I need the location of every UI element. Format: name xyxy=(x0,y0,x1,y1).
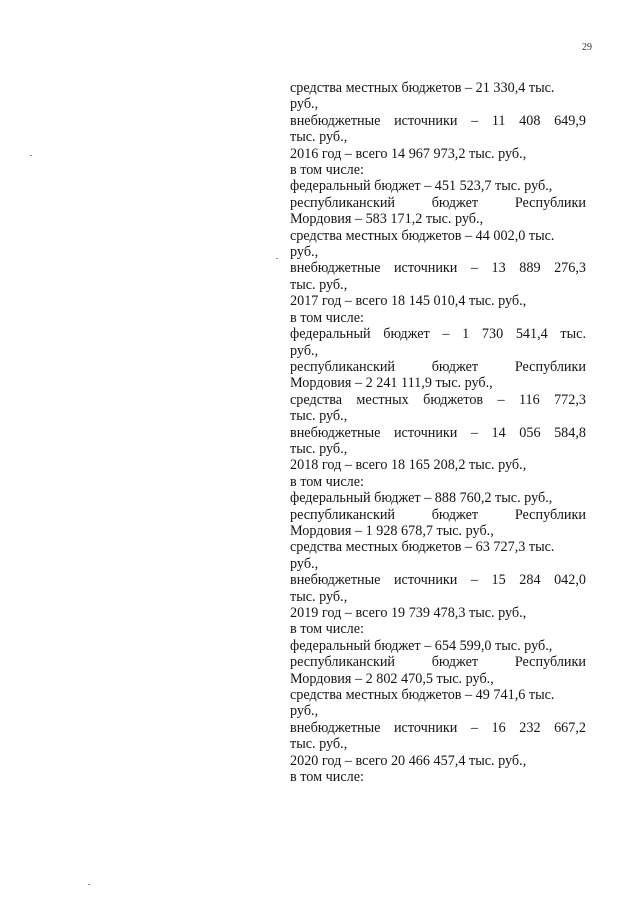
text-line: тыс. руб., xyxy=(290,408,348,425)
text-line: Мордовия – 2 241 111,9 тыс. руб., xyxy=(290,375,493,392)
text-line: средства местных бюджетов – 21 330,4 тыс. xyxy=(290,80,555,96)
scan-artifact xyxy=(88,884,90,885)
text-line: руб., xyxy=(290,555,319,572)
text-line: 2017 год – всего 18 145 010,4 тыс. руб., xyxy=(290,293,527,310)
text-line: республиканский бюджет Республики xyxy=(290,506,586,523)
text-line: Мордовия – 583 171,2 тыс. руб., xyxy=(290,211,484,228)
text-line: федеральный бюджет – 654 599,0 тыс. руб., xyxy=(290,637,553,654)
text-line: федеральный бюджет – 1 730 541,4 тыс. xyxy=(290,326,586,343)
text-line: в том числе: xyxy=(290,769,364,786)
text-line: тыс. руб., xyxy=(290,129,348,146)
text-line: федеральный бюджет – 451 523,7 тыс. руб., xyxy=(290,178,553,195)
page-number: 29 xyxy=(582,42,592,53)
text-line: руб., xyxy=(290,703,319,720)
text-line: тыс. руб., xyxy=(290,276,348,293)
text-line: внебюджетные источники – 11 408 649,9 xyxy=(290,112,586,129)
text-line: в том числе: xyxy=(290,309,364,326)
text-line: внебюджетные источники – 16 232 667,2 xyxy=(290,719,586,736)
text-line: тыс. руб., xyxy=(290,736,348,753)
text-line: республиканский бюджет Республики xyxy=(290,654,586,671)
text-line: тыс. руб., xyxy=(290,588,348,605)
budget-text-column xyxy=(290,80,586,785)
text-line: внебюджетные источники – 15 284 042,0 xyxy=(290,572,586,589)
text-line: 2016 год – всего 14 967 973,2 тыс. руб., xyxy=(290,145,527,162)
text-line: Мордовия – 2 802 470,5 тыс. руб., xyxy=(290,670,494,687)
text-line: республиканский бюджет Республики xyxy=(290,358,586,375)
text-line: республиканский бюджет Республики xyxy=(290,194,586,211)
text-line: внебюджетные источники – 14 056 584,8 xyxy=(290,424,586,441)
scan-artifact xyxy=(30,155,32,156)
text-line: средства местных бюджетов – 63 727,3 тыс. xyxy=(290,539,555,556)
text-line: в том числе: xyxy=(290,162,364,179)
text-line: тыс. руб., xyxy=(290,440,348,457)
text-line: в том числе: xyxy=(290,621,364,638)
text-line: 2018 год – всего 18 165 208,2 тыс. руб., xyxy=(290,457,527,474)
text-line: средства местных бюджетов – 116 772,3 xyxy=(290,391,586,408)
text-line: средства местных бюджетов – 44 002,0 тыс. xyxy=(290,227,555,244)
text-line: внебюджетные источники – 13 889 276,3 xyxy=(290,260,586,277)
text-line: 2020 год – всего 20 466 457,4 тыс. руб., xyxy=(290,752,527,769)
text-line: средства местных бюджетов – 49 741,6 тыс. xyxy=(290,687,555,704)
text-line: руб., xyxy=(290,244,319,261)
text-line: в том числе: xyxy=(290,473,364,490)
text-line: федеральный бюджет – 888 760,2 тыс. руб., xyxy=(290,490,553,507)
text-line: 2019 год – всего 19 739 478,3 тыс. руб., xyxy=(290,605,527,621)
text-line: руб., xyxy=(290,96,319,113)
text-line: Мордовия – 1 928 678,7 тыс. руб., xyxy=(290,522,494,539)
scan-artifact xyxy=(276,258,278,259)
text-line: руб., xyxy=(290,342,319,359)
